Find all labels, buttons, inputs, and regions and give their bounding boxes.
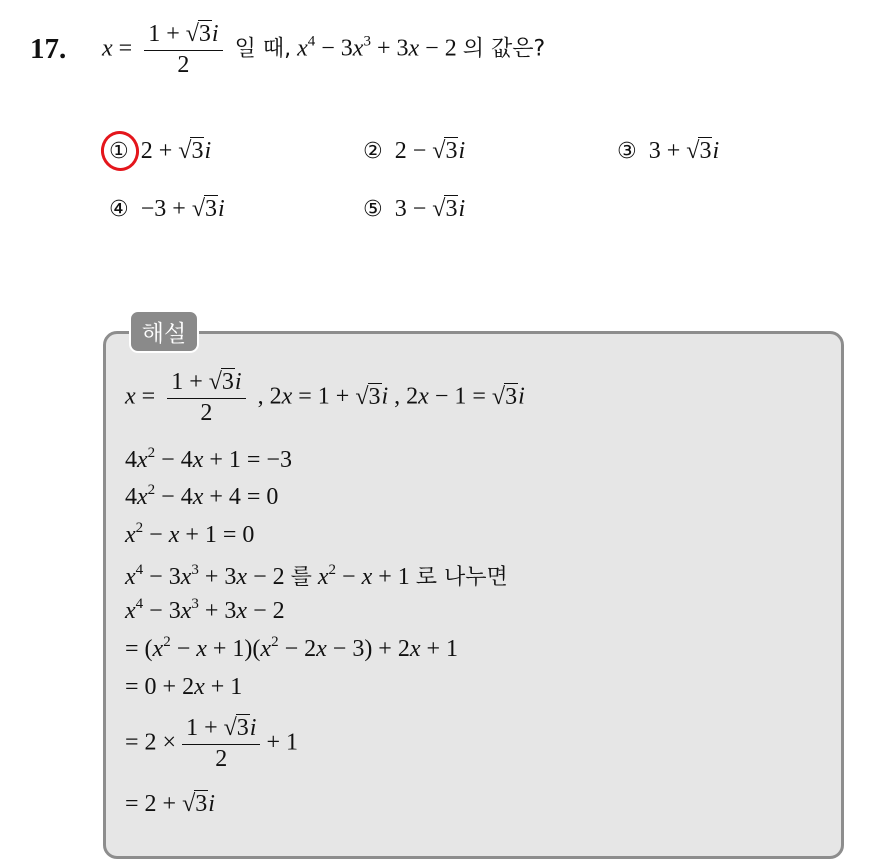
choice-marker: ② bbox=[363, 139, 383, 164]
choice-marker: ⑤ bbox=[363, 197, 383, 222]
solution-line-4: $x^2 - x + 1 = 0$ bbox=[125, 520, 255, 548]
choice-marker: ① bbox=[109, 139, 129, 164]
question-number: 17. bbox=[30, 33, 67, 65]
question-ask: 의 값은? bbox=[462, 36, 546, 62]
solution-line-10: = 2 + √3i bbox=[125, 791, 215, 817]
solution-line-3: $4x^2 - 4x + 4 = 0$ bbox=[125, 482, 279, 510]
solution-line-1: x = $\frac{1 + √3i}{2}$ , 2x = 1 + √3i , 2x − 1 = √3i bbox=[125, 369, 525, 427]
choice-1[interactable]: ① 2 + √3i bbox=[109, 138, 212, 164]
solution-line-6: $x^4 - 3x^3 + 3x - 2$ bbox=[125, 596, 285, 624]
solution-line-7: = $(x^2 - x + 1)(x^2 - 2x - 3) + 2x + 1$ bbox=[125, 634, 459, 662]
choice-marker: ③ bbox=[617, 139, 637, 164]
solution-line-8: = 0 + 2x + 1 bbox=[125, 674, 243, 700]
solution-line-2: $4x^2 - 4x + 1 = -3$ bbox=[125, 445, 292, 473]
choice-5[interactable]: ⑤ 3 − √3i bbox=[363, 196, 466, 222]
solution-line-9: = 2 × $\frac{1 + √3i}{2}$ + 1 bbox=[125, 715, 299, 773]
question-fraction: $\frac{1 + √3i}{2}$ bbox=[144, 22, 222, 78]
choice-marker: ④ bbox=[109, 197, 129, 222]
question-text: x = $\frac{1 + √3i}{2}$ 일 때, $x^4 - 3x^3 + 3x - 2$ 의 값은? bbox=[102, 21, 546, 79]
solution-line-5: $x^4 - 3x^3 + 3x - 2$ 를 $x^2 - x + 1$ 로 나누면 bbox=[125, 562, 508, 590]
choice-3[interactable]: ③ 3 + √3i bbox=[617, 138, 720, 164]
solution-label: 해설 bbox=[129, 310, 199, 353]
question-condition: 일 때, bbox=[234, 36, 292, 62]
choice-4[interactable]: ④ −3 + √3i bbox=[109, 196, 225, 222]
choice-2[interactable]: ② 2 − √3i bbox=[363, 138, 466, 164]
